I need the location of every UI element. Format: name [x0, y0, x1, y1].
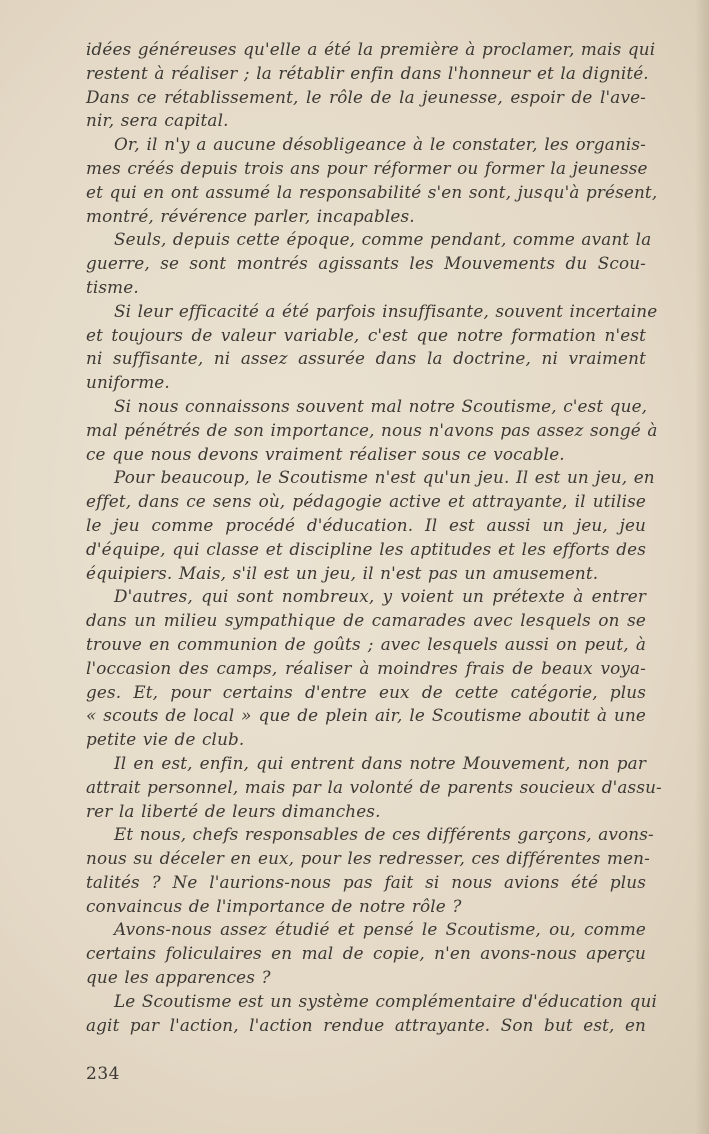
- text-line: agit par l'action, l'action rendue attrayante. Son but est, en: [86, 1014, 646, 1035]
- text-line: tisme.: [86, 276, 139, 297]
- text-line: que les apparences ?: [86, 967, 271, 988]
- text-line: D'autres, qui sont nombreux, y voient un prétexte à entrer: [114, 586, 646, 607]
- text-line: nous su déceler en eux, pour les redresser, ces différentes men-: [86, 848, 650, 869]
- paragraph: [86, 585, 646, 752]
- text-line: idées généreuses qu'elle a été la première à proclamer, mais qui: [86, 39, 656, 59]
- text-line: Seuls, depuis cette époque, comme pendant, comme avant la: [114, 229, 652, 250]
- paragraph: [86, 228, 652, 299]
- text-line: ges. Et, pour certains d'entre eux de cette catégorie, plus: [86, 681, 646, 702]
- text-line: nir, sera capital.: [86, 110, 229, 131]
- text-line: Dans ce rétablissement, le rôle de la jeunesse, espoir de l'ave-: [86, 86, 646, 107]
- text-line: guerre, se sont montrés agissants les Mouvements du Scou-: [86, 253, 646, 274]
- text-line: attrait personnel, mais par la volonté de parents soucieux d'assu-: [86, 776, 662, 797]
- text-line: et toujours de valeur variable, c'est que notre formation n'est: [86, 324, 646, 345]
- text-line: Or, il n'y a aucune désobligeance à le constater, les organis-: [114, 134, 646, 155]
- text-line: Il en est, enfin, qui entrent dans notre Mouvement, non par: [114, 752, 646, 773]
- text-line: talités ? Ne l'aurions-nous pas fait si nous avions été plus: [86, 871, 646, 892]
- page-number: 234: [86, 1064, 120, 1084]
- paragraph: [86, 918, 646, 989]
- text-line: « scouts de local » que de plein air, le Scoutisme aboutit à une: [86, 705, 646, 726]
- text-line: convaincus de l'importance de notre rôle ?: [86, 895, 462, 916]
- text-line: d'équipe, qui classe et discipline les aptitudes et les efforts des: [86, 538, 646, 559]
- text-line: effet, dans ce sens où, pédagogie active et attrayante, il utilise: [86, 491, 646, 512]
- text-line: petite vie de club.: [86, 729, 245, 750]
- text-line: mal pénétrés de son importance, nous n'avons pas assez songé à: [86, 419, 658, 440]
- page-edge-shadow: [695, 0, 709, 1134]
- text-line: uniforme.: [86, 372, 170, 393]
- text-line: Si leur efficacité a été parfois insuffisante, souvent incertaine: [114, 300, 658, 321]
- paragraph: [86, 752, 662, 823]
- text-line: Et nous, chefs responsables de ces différents garçons, avons-: [114, 824, 654, 845]
- text-line: mes créés depuis trois ans pour réformer ou former la jeunesse: [86, 157, 648, 178]
- page-body: [86, 38, 662, 1037]
- text-line: et qui en ont assumé la responsabilité s'en sont, jusqu'à présent,: [86, 181, 658, 202]
- text-line: restent à réaliser ; la rétablir enfin dans l'honneur et la dignité.: [86, 62, 649, 83]
- text-line: certains foliculaires en mal de copie, n'en avons-nous aperçu: [86, 943, 646, 964]
- text-line: rer la liberté de leurs dimanches.: [86, 800, 381, 821]
- text-line: Le Scoutisme est un système complémentaire d'éducation qui: [114, 990, 657, 1011]
- paragraph: [86, 990, 657, 1038]
- text-line: dans un milieu sympathique de camarades avec lesquels on se: [86, 610, 646, 631]
- text-line: ni suffisante, ni assez assurée dans la doctrine, ni vraiment: [86, 348, 646, 369]
- text-line: trouve en communion de goûts ; avec lesquels aussi on peut, à: [86, 633, 646, 654]
- paragraph: [86, 300, 658, 395]
- paragraph: [86, 38, 656, 133]
- text-line: l'occasion des camps, réaliser à moindres frais de beaux voya-: [86, 657, 646, 678]
- text-line: ce que nous devons vraiment réaliser sous ce vocable.: [86, 443, 565, 464]
- paragraph: [86, 823, 654, 918]
- text-line: équipiers. Mais, s'il est un jeu, il n'est pas un amusement.: [86, 562, 599, 583]
- text-line: Avons-nous assez étudié et pensé le Scoutisme, ou, comme: [114, 919, 646, 940]
- text-line: Pour beaucoup, le Scoutisme n'est qu'un jeu. Il est un jeu, en: [114, 467, 655, 488]
- paragraph: [86, 395, 658, 466]
- paragraph: [86, 133, 658, 228]
- text-line: le jeu comme procédé d'éducation. Il est aussi un jeu, jeu: [86, 514, 646, 535]
- text-line: Si nous connaissons souvent mal notre Scoutisme, c'est que,: [114, 395, 648, 416]
- text-line: montré, révérence parler, incapables.: [86, 205, 415, 226]
- paragraph: [86, 466, 655, 585]
